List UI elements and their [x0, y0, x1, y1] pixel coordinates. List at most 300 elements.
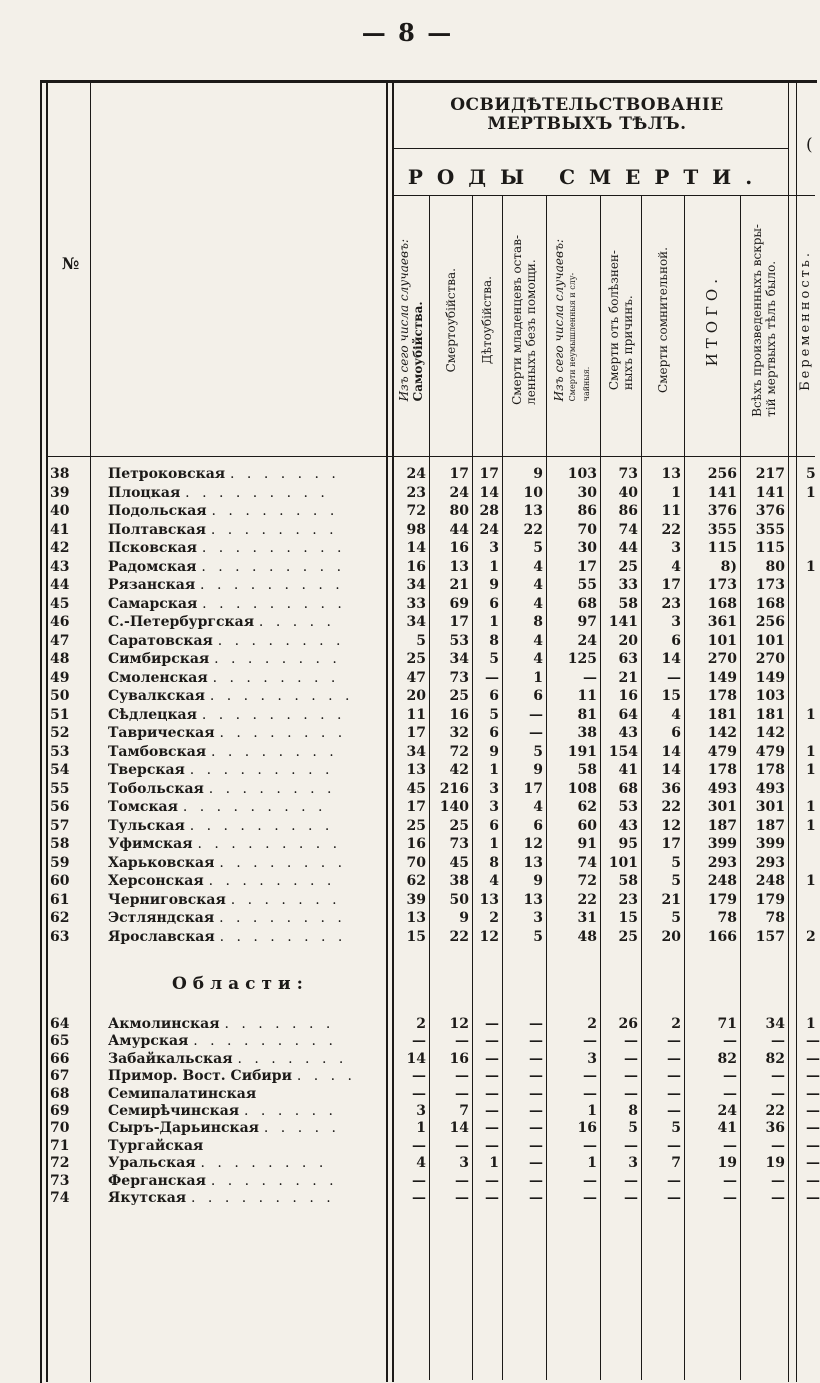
province-name	[108, 780, 383, 798]
col-autopsies	[740, 195, 788, 445]
cell-value: 41	[717, 1120, 737, 1137]
cell-value: 101	[608, 854, 638, 871]
province-label: Уральская	[108, 1155, 201, 1172]
pregnancy-value: 1	[806, 817, 816, 834]
cell-value: 157	[755, 928, 785, 945]
cell-value: —	[723, 1137, 737, 1154]
cell-value: 72	[577, 873, 597, 889]
row-number: 69	[50, 1103, 70, 1119]
pregnancy-value: —	[806, 1085, 820, 1102]
province-name	[108, 891, 383, 909]
row-number: 63	[50, 928, 70, 945]
cell-value: 14	[661, 651, 681, 667]
pregnancy-value: —	[806, 1033, 820, 1050]
col-autopsies-a: Всѣхъ произведенныхъ вскры-	[750, 223, 764, 417]
cell-value: 179	[707, 891, 737, 908]
cell-value: 154	[608, 743, 638, 760]
col-infanticide	[472, 195, 502, 445]
cell-value: 1	[587, 1155, 597, 1172]
row-number: 50	[50, 688, 70, 704]
cell-value: —	[455, 1137, 469, 1154]
cell-value: 9	[533, 873, 543, 889]
cell-value: 17	[406, 725, 426, 741]
cell-value: —	[624, 1033, 638, 1050]
cell-value: 4	[671, 558, 681, 575]
cell-value: 81	[577, 706, 597, 723]
row-number: 44	[50, 577, 70, 593]
cell-value: 13	[661, 466, 681, 482]
pregnancy-value: 1	[806, 1016, 816, 1032]
row-number: 46	[50, 614, 70, 630]
leader-dots: . . . . . . . . .	[209, 688, 354, 704]
cell-value: 34	[449, 651, 469, 667]
province-label: Петроковская	[108, 466, 231, 482]
pregnancy-value: —	[806, 1068, 820, 1085]
row-number: 71	[50, 1137, 70, 1154]
cell-value: 2	[416, 1016, 426, 1032]
cell-value: 42	[449, 762, 469, 778]
cell-value: 216	[439, 780, 469, 797]
cell-value: 4	[533, 632, 543, 649]
cell-value: 95	[618, 836, 638, 852]
cell-value: —	[412, 1085, 426, 1102]
cell-value: —	[485, 1120, 499, 1137]
province-name	[108, 761, 383, 779]
cell-value: 1	[416, 1120, 426, 1137]
cell-value: 23	[618, 891, 638, 908]
cell-value: 44	[618, 540, 638, 556]
cell-value: 86	[577, 503, 597, 519]
table-row	[0, 1015, 815, 1033]
row-number: 48	[50, 651, 70, 667]
province-name	[108, 706, 383, 724]
cell-value: 3	[489, 780, 499, 797]
cell-value: 55	[577, 577, 597, 593]
cell-value: 62	[406, 873, 426, 889]
leader-dots: . . . . .	[258, 614, 335, 630]
cell-value: —	[412, 1068, 426, 1085]
cell-value: 4	[416, 1155, 426, 1172]
cell-value: 16	[449, 540, 469, 556]
cell-value: 270	[707, 651, 737, 667]
province-name	[108, 854, 383, 872]
pregnancy-value: 1	[806, 484, 816, 501]
cell-value: 11	[577, 688, 597, 704]
cell-value: 78	[765, 910, 785, 926]
cell-value: 25	[449, 817, 469, 834]
cell-value: 34	[406, 743, 426, 760]
cell-value: 71	[717, 1016, 737, 1032]
leader-dots: . . . . . . . .	[214, 651, 341, 667]
province-name	[108, 872, 383, 890]
cell-value: —	[667, 1085, 681, 1102]
cut-title: (	[806, 135, 813, 155]
province-label: Забайкальская	[108, 1050, 238, 1067]
cell-value: —	[529, 1103, 543, 1119]
cell-value: 91	[577, 836, 597, 852]
leader-dots: . . . . . .	[244, 1103, 337, 1119]
cell-value: 33	[618, 577, 638, 593]
cell-value: 17	[406, 799, 426, 815]
row-number: 58	[50, 836, 70, 852]
cell-value: 33	[406, 595, 426, 612]
cell-value: 9	[459, 910, 469, 926]
cell-value: —	[529, 1085, 543, 1102]
cell-value: 173	[755, 577, 785, 593]
table-row	[0, 835, 815, 853]
cell-value: 24	[577, 632, 597, 649]
row-number: 41	[50, 521, 70, 538]
cell-value: 5	[489, 706, 499, 723]
cell-value: 5	[671, 873, 681, 889]
row-number: 59	[50, 854, 70, 871]
leader-dots: . . . . . . . . .	[200, 577, 344, 593]
cell-value: 70	[577, 521, 597, 538]
cell-value: 22	[765, 1103, 785, 1119]
cell-value: —	[485, 1033, 499, 1050]
table-row	[0, 798, 815, 816]
cell-value: 13	[523, 854, 543, 871]
cell-value: 21	[449, 577, 469, 593]
row-number: 65	[50, 1033, 70, 1050]
cell-value: 149	[707, 669, 737, 686]
row-number: 72	[50, 1155, 70, 1172]
cell-value: 3	[533, 910, 543, 926]
cell-value: 5	[533, 928, 543, 945]
cell-value: 69	[449, 595, 469, 612]
table-row	[0, 484, 815, 502]
cell-value: 8)	[720, 558, 737, 575]
table-row	[0, 1085, 820, 1103]
cell-value: 8	[489, 632, 499, 649]
cell-value: 4	[533, 651, 543, 667]
cell-value: 58	[618, 595, 638, 612]
cell-value: 14	[406, 540, 426, 556]
row-number: 73	[50, 1172, 70, 1189]
table-row	[0, 1189, 820, 1207]
province-label: Уфимская	[108, 836, 198, 852]
province-name	[108, 1172, 383, 1190]
province-label: Радомская	[108, 558, 202, 575]
table-row	[0, 669, 815, 687]
province-label: Эстляндская	[108, 910, 220, 926]
cell-value: 1	[489, 558, 499, 575]
cell-value: 168	[707, 595, 737, 612]
cell-value: —	[455, 1190, 469, 1206]
province-label: Тургайская	[108, 1137, 204, 1154]
cell-value: 142	[755, 725, 785, 741]
cell-value: 34	[406, 614, 426, 630]
cell-value: 3	[459, 1155, 469, 1172]
cell-value: 376	[755, 503, 785, 519]
leader-dots: . . . . . . . .	[210, 743, 338, 760]
cell-value: —	[583, 1172, 597, 1189]
province-label: Черниговская	[108, 891, 231, 908]
cell-value: 17	[577, 558, 597, 575]
cell-value: 361	[707, 614, 737, 630]
cell-value: 73	[449, 836, 469, 852]
table-row	[0, 613, 815, 631]
table-row	[0, 1172, 820, 1190]
cell-value: 11	[406, 706, 426, 723]
cell-value: 50	[449, 891, 469, 908]
province-label: Примор. Вост. Сибири	[108, 1068, 297, 1085]
cell-value: 493	[755, 780, 785, 797]
cell-value: 178	[755, 762, 785, 778]
cell-value: —	[529, 1155, 543, 1172]
cell-value: 1	[671, 484, 681, 501]
cell-value: 187	[755, 817, 785, 834]
cell-value: —	[455, 1172, 469, 1189]
table-row	[0, 891, 815, 909]
cell-value: 11	[661, 503, 681, 519]
cell-value: —	[723, 1033, 737, 1050]
cell-value: 5	[671, 910, 681, 926]
table-row	[0, 1119, 820, 1137]
row-number: 55	[50, 780, 70, 797]
leader-dots: . . . . . . . .	[219, 854, 347, 871]
cell-value: 355	[755, 521, 785, 538]
cell-value: 3	[587, 1050, 597, 1067]
pregnancy-value: 1	[806, 762, 816, 778]
pregnancy-value: —	[806, 1103, 820, 1119]
cell-value: 3	[628, 1155, 638, 1172]
cell-value: —	[455, 1085, 469, 1102]
province-label: Симбирская	[108, 651, 215, 667]
leader-dots: . . . . . . . . .	[193, 1033, 337, 1050]
leader-dots: . . . . . . . . .	[201, 540, 346, 556]
cell-value: 181	[755, 706, 785, 723]
cell-value: 41	[618, 762, 638, 778]
cell-value: 48	[577, 928, 597, 945]
pregnancy-value: 2	[806, 928, 816, 945]
cell-value: 58	[577, 762, 597, 778]
cell-value: 5	[533, 540, 543, 556]
province-label: С.-Петербургская	[108, 614, 259, 630]
province-label: Плоцкая	[108, 484, 186, 501]
table-row	[0, 1154, 820, 1172]
cell-value: 20	[406, 688, 426, 704]
province-name	[108, 576, 383, 594]
table-row	[0, 817, 815, 835]
cell-value: 31	[577, 910, 597, 926]
row-number: 54	[50, 762, 70, 778]
cell-value: —	[624, 1190, 638, 1206]
cell-value: 22	[577, 891, 597, 908]
row-number: 61	[50, 891, 70, 908]
cell-value: —	[485, 1103, 499, 1119]
row-number: 47	[50, 632, 70, 649]
cell-value: 1	[587, 1103, 597, 1119]
cell-value: 173	[707, 577, 737, 593]
cell-value: 98	[406, 521, 426, 538]
cell-value: —	[529, 1033, 543, 1050]
table-row	[0, 724, 815, 742]
cell-value: 26	[618, 1016, 638, 1032]
province-label: Томская	[108, 799, 183, 815]
province-name	[108, 558, 383, 576]
cell-value: —	[485, 1050, 499, 1067]
cell-value: —	[485, 1016, 499, 1032]
cell-value: —	[485, 1085, 499, 1102]
cell-value: 8	[628, 1103, 638, 1119]
province-label: Тверская	[108, 762, 190, 778]
col-pregnancy-label: Беременность.	[797, 249, 813, 391]
province-name	[108, 1119, 383, 1137]
cell-value: —	[771, 1190, 785, 1206]
cell-value: —	[583, 1137, 597, 1154]
cell-value: 108	[567, 780, 597, 797]
cell-value: 25	[406, 651, 426, 667]
cell-value: —	[624, 1137, 638, 1154]
leader-dots: . . . . . . . .	[219, 910, 346, 926]
province-label: Ярославская	[108, 928, 220, 945]
cell-value: 82	[765, 1050, 785, 1067]
pregnancy-value: —	[806, 1190, 820, 1206]
province-name	[108, 484, 383, 502]
cell-value: —	[529, 1137, 543, 1154]
province-label: Тульская	[108, 817, 190, 834]
cell-value: 13	[406, 762, 426, 778]
cell-value: 141	[608, 614, 638, 630]
cell-value: —	[485, 1172, 499, 1189]
province-label: Семирѣчинская	[108, 1103, 245, 1119]
cell-value: —	[667, 669, 681, 686]
pregnancy-value: 1	[806, 706, 816, 723]
cell-value: 4	[489, 873, 499, 889]
cell-value: 6	[671, 632, 681, 649]
cell-value: 6	[533, 817, 543, 834]
cell-value: 12	[523, 836, 543, 852]
province-label: Саратовская	[108, 632, 218, 649]
leader-dots: . . . . . . . .	[210, 521, 338, 538]
row-number: 70	[50, 1120, 70, 1137]
cell-value: 82	[717, 1050, 737, 1067]
cell-value: —	[529, 1120, 543, 1137]
cell-value: 78	[717, 910, 737, 926]
cell-value: 16	[618, 688, 638, 704]
leader-dots: . . . . . . . .	[211, 503, 339, 519]
cell-value: 70	[406, 854, 426, 871]
col-infanticide-label: Дѣтоубійства.	[480, 275, 494, 365]
cell-value: 301	[755, 799, 785, 815]
cell-value: —	[529, 1016, 543, 1032]
cell-value: 125	[567, 651, 597, 667]
col-abandoned	[502, 195, 546, 445]
cell-value: 9	[489, 743, 499, 760]
cell-value: 86	[618, 503, 638, 519]
table-row	[0, 1067, 820, 1085]
cell-value: 6	[489, 688, 499, 704]
row-number: 62	[50, 910, 70, 926]
province-label: Таврическая	[108, 725, 220, 741]
cell-value: —	[583, 1190, 597, 1206]
col-illness-b: ныхъ причинъ.	[620, 295, 635, 391]
row-number: 67	[50, 1068, 70, 1085]
table-row	[0, 872, 815, 890]
cell-value: 60	[577, 817, 597, 834]
cell-value: 8	[533, 614, 543, 630]
province-name	[108, 613, 383, 631]
province-label: Полтавская	[108, 521, 211, 538]
province-name	[108, 817, 383, 835]
cell-value: 5	[628, 1120, 638, 1137]
province-label: Тамбовская	[108, 743, 211, 760]
cell-value: 149	[755, 669, 785, 686]
cell-value: —	[723, 1068, 737, 1085]
cell-value: 479	[755, 743, 785, 760]
leader-dots: . . . . . . . . .	[201, 558, 346, 575]
cell-value: 68	[618, 780, 638, 797]
col-total	[684, 195, 740, 445]
col-murder	[429, 195, 472, 445]
cell-value: 179	[755, 891, 785, 908]
row-number: 57	[50, 817, 70, 834]
cell-value: —	[529, 1190, 543, 1206]
province-name	[108, 595, 383, 613]
leader-dots: . . . . . . . . .	[189, 817, 334, 834]
cell-value: —	[455, 1033, 469, 1050]
pregnancy-value: —	[806, 1120, 820, 1137]
table-row	[0, 595, 815, 613]
cell-value: 376	[707, 503, 737, 519]
province-name	[108, 687, 383, 705]
col-autopsies-b: тій мертвыхъ тѣлъ было.	[764, 260, 778, 417]
cell-value: 15	[406, 928, 426, 945]
province-name	[108, 465, 383, 483]
cell-value: 355	[707, 521, 737, 538]
cell-value: 24	[479, 521, 499, 538]
table-row	[0, 521, 815, 539]
cell-value: —	[667, 1137, 681, 1154]
cell-value: 248	[707, 873, 737, 889]
cell-value: 80	[765, 558, 785, 575]
cell-value: —	[723, 1172, 737, 1189]
cell-value: 2	[489, 910, 499, 926]
cell-value: 166	[707, 928, 737, 945]
cell-value: 25	[618, 928, 638, 945]
leader-dots: . . . . . . .	[224, 1016, 335, 1032]
cell-value: 12	[661, 817, 681, 834]
province-name	[108, 1085, 383, 1103]
leader-dots: . . . . . . . . .	[189, 762, 334, 778]
table-row	[0, 502, 815, 520]
province-name	[108, 909, 383, 927]
row-number: 45	[50, 595, 70, 612]
cell-value: 24	[406, 466, 426, 482]
cell-value: 17	[479, 466, 499, 482]
pregnancy-value: —	[806, 1050, 820, 1067]
table-title: ОСВИДѢТЕЛЬСТВОВАНІЕ МЕРТВЫХЪ ТѢЛЪ.	[450, 95, 724, 134]
leader-dots: . . . . . . . .	[210, 1172, 338, 1189]
cell-value: —	[723, 1085, 737, 1102]
cell-value: 3	[671, 614, 681, 630]
cell-value: 17	[661, 577, 681, 593]
cell-value: —	[485, 669, 499, 686]
cell-value: 10	[523, 484, 543, 501]
cell-value: 22	[661, 799, 681, 815]
province-name	[108, 1050, 383, 1068]
cell-value: 101	[755, 632, 785, 649]
cell-value: 25	[406, 817, 426, 834]
cell-value: 24	[449, 484, 469, 501]
cell-value: 13	[523, 503, 543, 519]
cell-value: —	[529, 725, 543, 741]
cell-value: 141	[707, 484, 737, 501]
cell-value: —	[667, 1068, 681, 1085]
col-abandoned-b: ленныхъ безъ помощи.	[524, 259, 538, 405]
province-label: Смоленская	[108, 669, 213, 686]
